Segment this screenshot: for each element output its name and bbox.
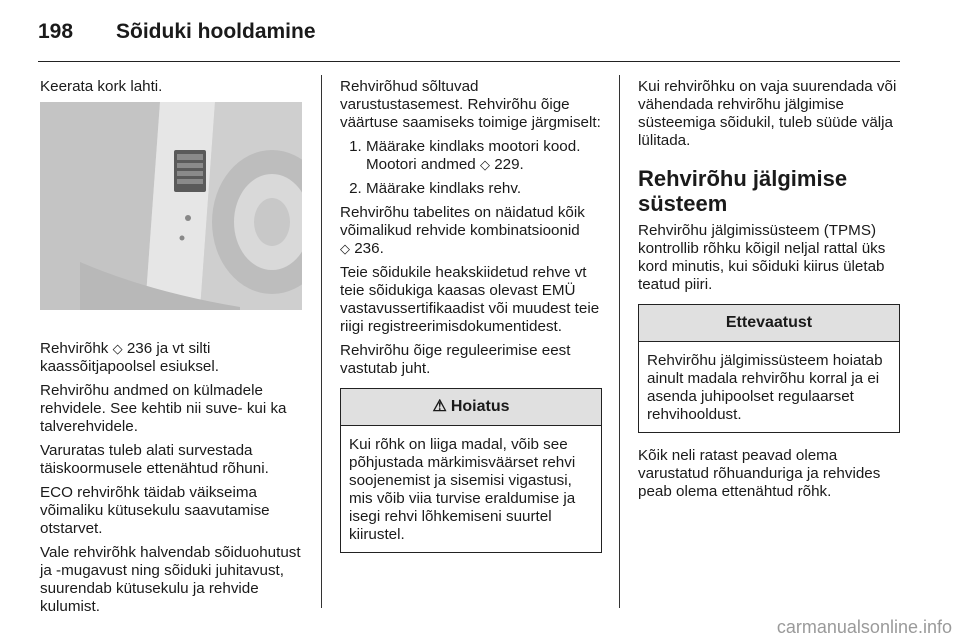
column-3 <box>638 78 900 507</box>
column-divider-1 <box>321 75 322 608</box>
caution-box <box>638 304 900 433</box>
column-2 <box>340 78 602 567</box>
page-reference-icon: ◇ <box>479 157 490 172</box>
list-item: 1. Määrake kindlaks mootori kood. Mootori andmed ◇ 229. <box>366 138 602 174</box>
paragraph-cold-tires: Rehvirõhu andmed on külmadele rehvidele. See kehtib nii suve- kui ka talverehvidele. <box>40 382 287 435</box>
door-pillar-illustration <box>40 102 302 310</box>
column-1 <box>40 78 305 622</box>
warning-box-header: ⚠ Hoiatus <box>341 389 601 426</box>
page-reference-icon: ◇ <box>112 341 123 356</box>
paragraph-pressure-depends: Rehvirõhud sõltuvad varustustasemest. Rehvirõhu õige väärtuse saamiseks toimige järgmiselt: <box>340 78 601 131</box>
warning-box <box>340 388 602 553</box>
section-heading-tpms: Rehvirõhu jälgimise süsteem <box>638 166 848 216</box>
header-rule <box>38 61 900 62</box>
column-divider-2 <box>619 75 620 608</box>
caution-box-header: Ettevaatust <box>639 305 899 342</box>
paragraph-ignition-off: Kui rehvirõhku on vaja suurendada või vähendada rehvirõhu jälgimise süsteemiga sõidukil, tuleb süüde välja lülitada. <box>638 78 897 149</box>
page-reference-icon: ◇ <box>340 241 350 256</box>
page-title: Sõiduki hooldamine <box>116 20 316 43</box>
paragraph-driver-responsible: Rehvirõhu õige reguleerimise eest vastutab juht. <box>340 342 571 377</box>
paragraph-spare-wheel: Varuratas tuleb alati survestada täiskoormusele ettenähtud rõhuni. <box>40 442 269 477</box>
paragraph-unscrew-cap: Keerata kork lahti. <box>40 78 163 95</box>
warning-triangle-icon: ⚠ <box>432 398 447 415</box>
page-number: 198 <box>38 20 74 43</box>
paragraph-eco-pressure: ECO rehvirõhk täidab väikseima võimaliku kütusekulu saavutamise otstarvet. <box>40 484 270 537</box>
paragraph-all-wheels-sensor: Kõik neli ratast peavad olema varustatud rõhuanduriga ja rehvides peab olema ettenähtud rõhk. <box>638 447 881 500</box>
paragraph-pressure-tables: Rehvirõhu tabelites on näidatud kõik võimalikud rehvide kombinatsioonid ◇ 236. <box>340 204 585 257</box>
page-header <box>38 18 900 58</box>
paragraph-wrong-pressure: Vale rehvirõhk halvendab sõiduohutust ja -mugavust ning sõiduki juhitavust, suurendab kütusekulu ja rehvide kulumist. <box>40 544 301 615</box>
list-item: 2. Määrake kindlaks rehv. <box>366 180 602 198</box>
caution-box-body: Rehvirõhu jälgimissüsteem hoiatab ainult madala rehvirõhu korral ja ei asenda juhipoolset regulaarset rehvihooldust. <box>647 352 883 423</box>
warning-box-body: Kui rõhk on liiga madal, võib see põhjustada märkimisväärset rehvi soojenemist ja sisemisi vigastusi, mis võib viia turvise eraldumise ja isegi rehvi lõhkemiseni suurtel kiirustel. <box>349 436 576 543</box>
paragraph-tire-pressure-ref: Rehvirõhk ◇ 236 ja vt silti kaassõitjapoolsel esiuksel. <box>40 340 219 375</box>
paragraph-approved-tires: Teie sõidukile heakskiidetud rehve vt teie sõidukiga kaasas olevast EMÜ vastavussertifikaadist või muudest teie riigi registreerimisdokumentidest. <box>340 264 600 335</box>
watermark: carmanualsonline.info <box>776 617 952 637</box>
steps-list <box>340 138 602 198</box>
paragraph-tpms-description: Rehvirõhu jälgimissüsteem (TPMS) kontrollib rõhku kõigil neljal rattal üks kord minutis, kui sõiduki kiirus ületab teatud piiri. <box>638 222 886 293</box>
